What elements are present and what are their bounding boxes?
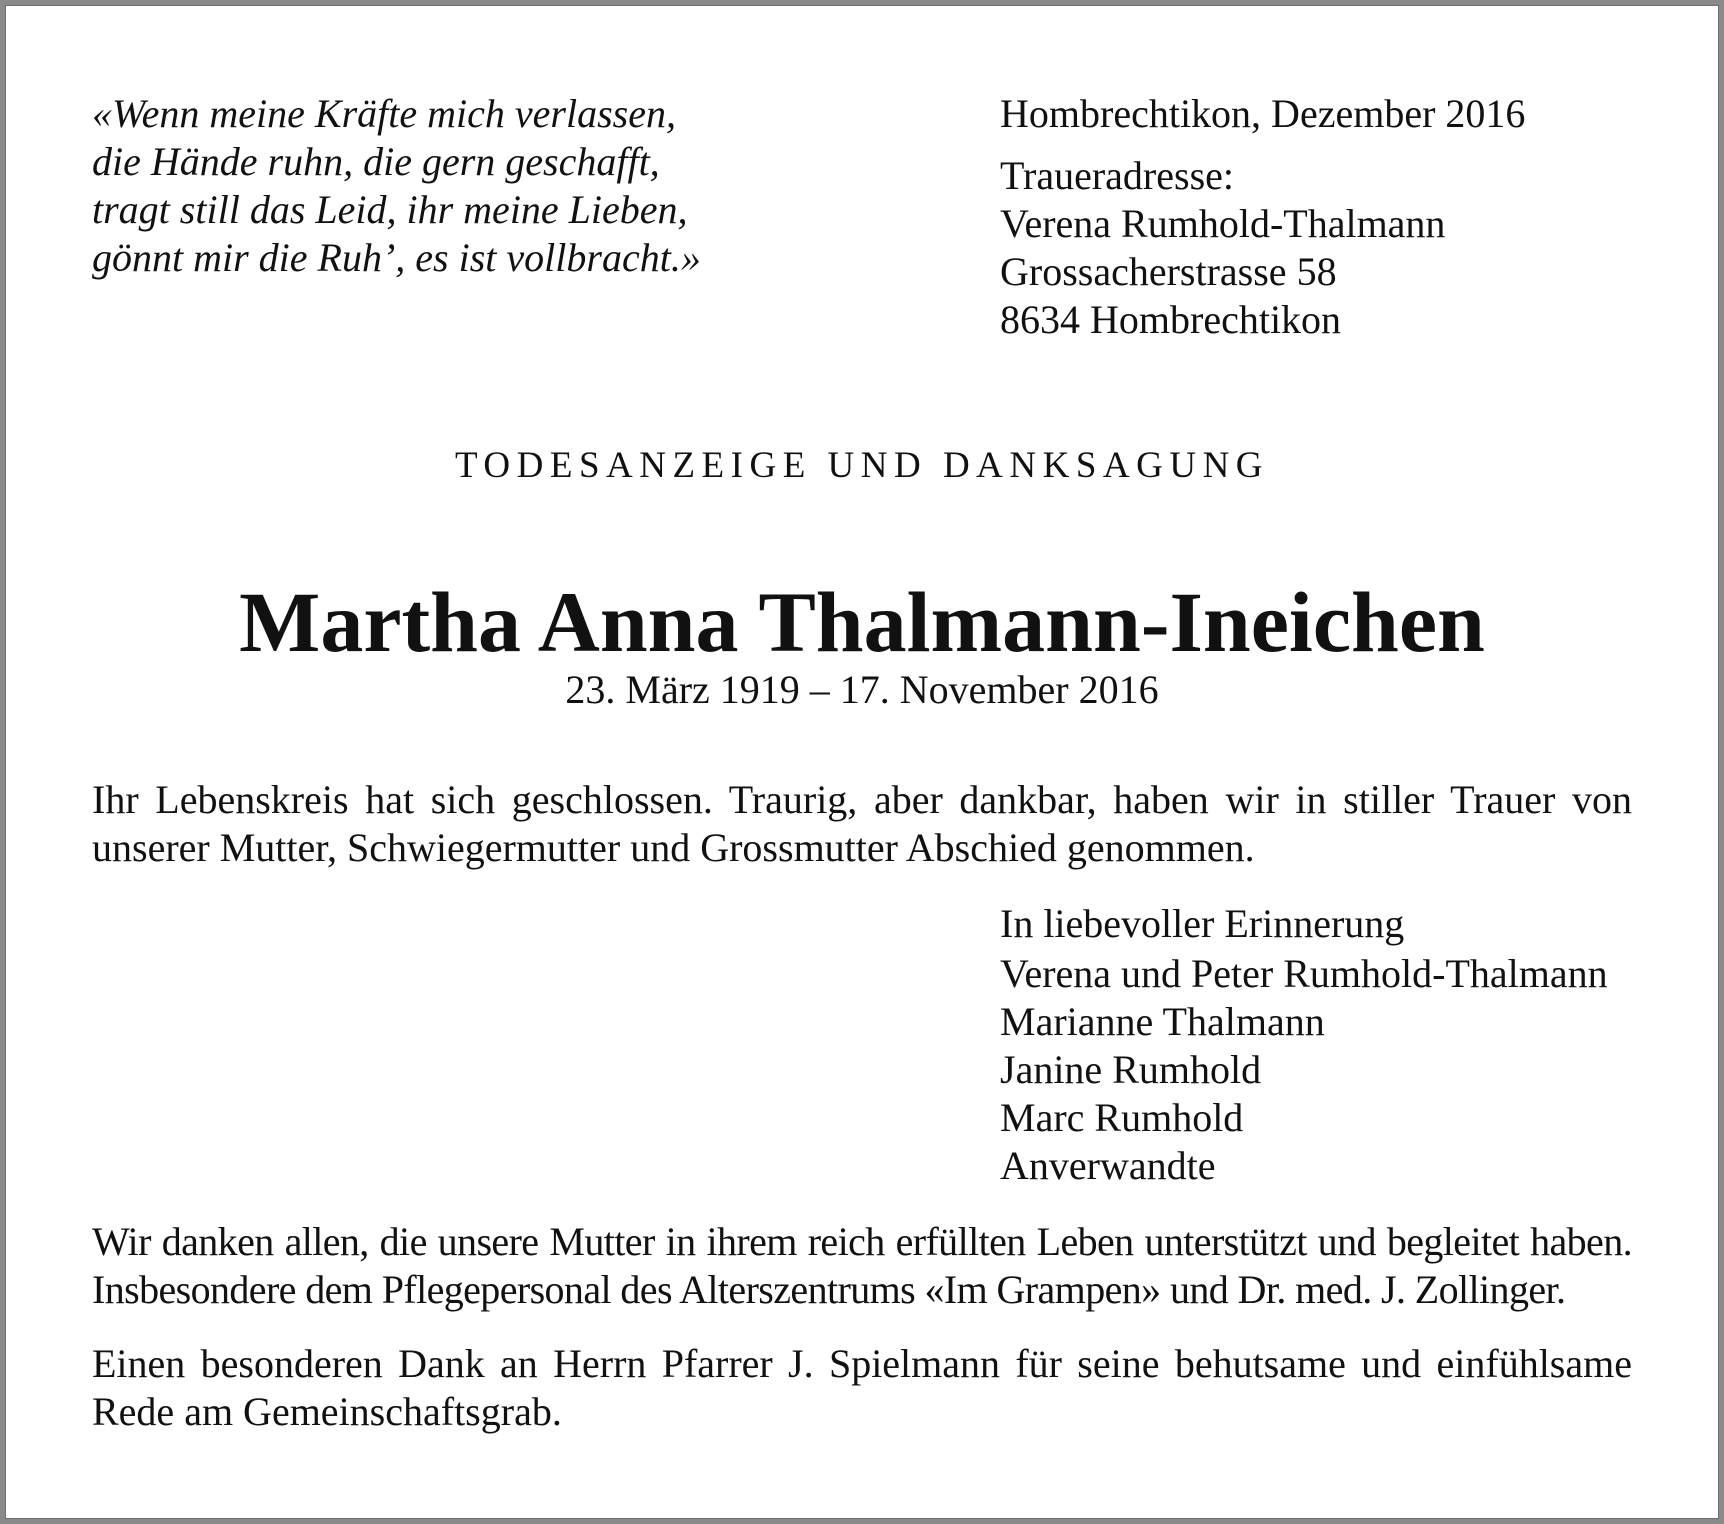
verse-line: gönnt mir die Ruh’, es ist vollbracht.» <box>92 235 701 280</box>
signers-list <box>1000 950 1608 1190</box>
pastor-thanks-paragraph: Einen besonderen Dank an Herrn Pfarrer J. Spielmann für seine behutsame und einfühlsame Rede am Gemeinschaftsgrab. <box>92 1341 1632 1434</box>
address-label: Traueradresse: <box>1000 153 1235 198</box>
farewell-paragraph: Ihr Lebenskreis hat sich geschlossen. Traurig, aber dankbar, haben wir in stiller Trauer von unserer Mutter, Schwiegermutter und Grossmutter Abschied genommen. <box>92 777 1632 870</box>
address-name: Verena Rumhold-Thalmann <box>1000 201 1446 246</box>
obituary-card <box>6 6 1718 1518</box>
notice-heading: TODESANZEIGE UND DANKSAGUNG <box>454 445 1270 486</box>
signer: Verena und Peter Rumhold-Thalmann <box>1000 951 1608 996</box>
memory-line: In liebevoller Erinnerung <box>1000 901 1405 946</box>
verse-line: «Wenn meine Kräfte mich verlassen, <box>92 91 676 136</box>
thanks-paragraph: Wir danken allen, die unsere Mutter in ihrem reich erfüllten Leben unterstützt und begleitet haben. Insbesondere dem Pflegepersonal des Alterszentrums «Im Grampen» und Dr. med. J. Zollinger. <box>92 1219 1632 1312</box>
verse-line: die Hände ruhn, die gern geschafft, <box>92 139 660 184</box>
deceased-name: Martha Anna Thalmann-Ineichen <box>239 574 1485 670</box>
signer: Marc Rumhold <box>1000 1095 1244 1140</box>
place-date: Hombrechtikon, Dezember 2016 <box>1000 91 1526 136</box>
address-street: Grossacherstrasse 58 <box>1000 249 1337 294</box>
address-city: 8634 Hombrechtikon <box>1000 297 1342 342</box>
life-dates: 23. März 1919 – 17. November 2016 <box>565 667 1159 712</box>
mourning-address <box>1000 152 1445 344</box>
verse-block <box>92 90 852 282</box>
verse-line: tragt still das Leid, ihr meine Lieben, <box>92 187 688 232</box>
signer: Janine Rumhold <box>1000 1047 1262 1092</box>
signer: Anverwandte <box>1000 1143 1216 1188</box>
signer: Marianne Thalmann <box>1000 999 1325 1044</box>
